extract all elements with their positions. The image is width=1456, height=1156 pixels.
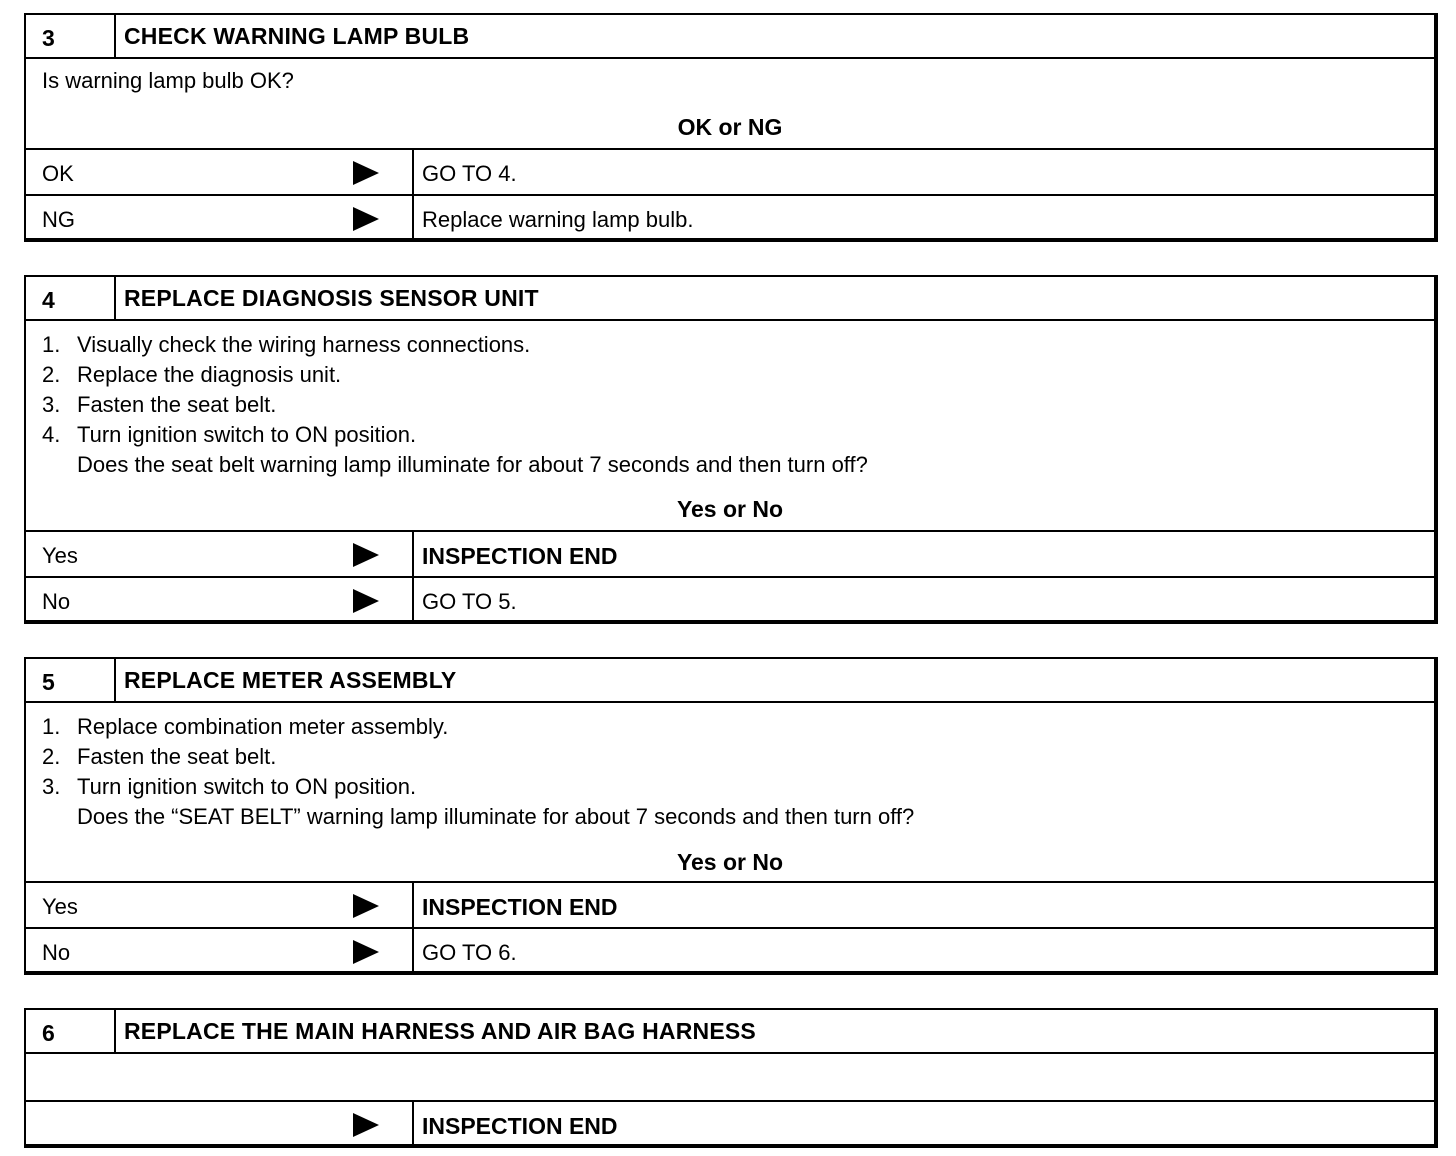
choice-heading: Yes or No bbox=[676, 496, 784, 522]
procedure-item bbox=[42, 712, 914, 742]
result-label-text: No bbox=[42, 940, 71, 965]
result-action: GO TO 6. bbox=[422, 940, 517, 965]
procedure-item bbox=[42, 360, 868, 390]
step-number: 6 bbox=[26, 1010, 116, 1052]
step-body bbox=[26, 1054, 1434, 1102]
arrow-right-icon bbox=[353, 894, 379, 918]
step-title: CHECK WARNING LAMP BULB bbox=[124, 23, 470, 49]
choice-heading: OK or NG bbox=[677, 114, 783, 140]
item-text: Turn ignition switch to ON position. bbox=[77, 422, 417, 447]
arrow-right-icon bbox=[353, 1113, 379, 1137]
result-action: INSPECTION END bbox=[422, 894, 618, 920]
result-label-text: OK bbox=[42, 161, 74, 186]
step-5-table bbox=[24, 657, 1438, 975]
item-number: 1. bbox=[42, 332, 61, 357]
step-body bbox=[26, 703, 1434, 883]
step-number: 3 bbox=[26, 15, 116, 57]
result-label bbox=[26, 150, 414, 194]
result-row bbox=[26, 150, 1434, 194]
item-number: 2. bbox=[42, 362, 61, 387]
procedure-item bbox=[42, 772, 914, 802]
step-question: Does the seat belt warning lamp illuminate for about 7 seconds and then turn off? bbox=[77, 452, 868, 477]
item-number: 3. bbox=[42, 774, 61, 799]
item-number: 1. bbox=[42, 714, 61, 739]
result-row bbox=[26, 532, 1434, 576]
choice-heading: Yes or No bbox=[676, 849, 784, 875]
arrow-right-icon bbox=[353, 161, 379, 185]
step-title: REPLACE THE MAIN HARNESS AND AIR BAG HARNESS bbox=[124, 1018, 756, 1044]
procedure-item bbox=[42, 742, 914, 772]
result-action: INSPECTION END bbox=[422, 543, 618, 569]
step-body bbox=[26, 321, 1434, 532]
item-text: Visually check the wiring harness connections. bbox=[77, 332, 531, 357]
result-label-text: Yes bbox=[42, 894, 78, 919]
procedure-item bbox=[42, 420, 868, 450]
result-row bbox=[26, 883, 1434, 927]
result-action: GO TO 5. bbox=[422, 589, 517, 614]
result-label bbox=[26, 929, 414, 971]
step-header bbox=[26, 1010, 1434, 1054]
step-3-table bbox=[24, 13, 1438, 242]
result-label bbox=[26, 1102, 414, 1146]
result-label bbox=[26, 883, 414, 927]
procedure-list bbox=[42, 330, 868, 480]
procedure-item bbox=[42, 330, 868, 360]
item-text: Replace combination meter assembly. bbox=[77, 714, 449, 739]
result-label bbox=[26, 196, 414, 238]
result-row bbox=[26, 194, 1434, 238]
result-label-text: No bbox=[42, 589, 71, 614]
step-body bbox=[26, 59, 1434, 150]
result-row bbox=[26, 927, 1434, 971]
item-text: Fasten the seat belt. bbox=[77, 392, 277, 417]
procedure-item bbox=[42, 390, 868, 420]
arrow-right-icon bbox=[353, 207, 379, 231]
step-header bbox=[26, 15, 1434, 59]
item-text: Turn ignition switch to ON position. bbox=[77, 774, 417, 799]
result-label bbox=[26, 532, 414, 576]
result-action: Replace warning lamp bulb. bbox=[422, 207, 694, 232]
step-title: REPLACE METER ASSEMBLY bbox=[124, 667, 457, 693]
step-header bbox=[26, 659, 1434, 703]
result-label bbox=[26, 578, 414, 620]
result-row bbox=[26, 576, 1434, 620]
step-6-table bbox=[24, 1008, 1438, 1148]
step-question: Is warning lamp bulb OK? bbox=[42, 68, 294, 93]
step-header bbox=[26, 277, 1434, 321]
item-text: Fasten the seat belt. bbox=[77, 744, 277, 769]
item-text: Replace the diagnosis unit. bbox=[77, 362, 342, 387]
result-row bbox=[26, 1102, 1434, 1146]
result-action: INSPECTION END bbox=[422, 1113, 618, 1139]
item-number: 2. bbox=[42, 744, 61, 769]
step-4-table bbox=[24, 275, 1438, 624]
procedure-list bbox=[42, 712, 914, 832]
arrow-right-icon bbox=[353, 940, 379, 964]
step-question: Does the “SEAT BELT” warning lamp illuminate for about 7 seconds and then turn off? bbox=[77, 804, 915, 829]
step-number: 4 bbox=[26, 277, 116, 319]
item-number: 4. bbox=[42, 422, 61, 447]
result-label-text: NG bbox=[42, 207, 75, 232]
step-number: 5 bbox=[26, 659, 116, 701]
step-title: REPLACE DIAGNOSIS SENSOR UNIT bbox=[124, 285, 539, 311]
result-label-text: Yes bbox=[42, 543, 78, 568]
arrow-right-icon bbox=[353, 543, 379, 567]
arrow-right-icon bbox=[353, 589, 379, 613]
item-number: 3. bbox=[42, 392, 61, 417]
result-action: GO TO 4. bbox=[422, 161, 517, 186]
